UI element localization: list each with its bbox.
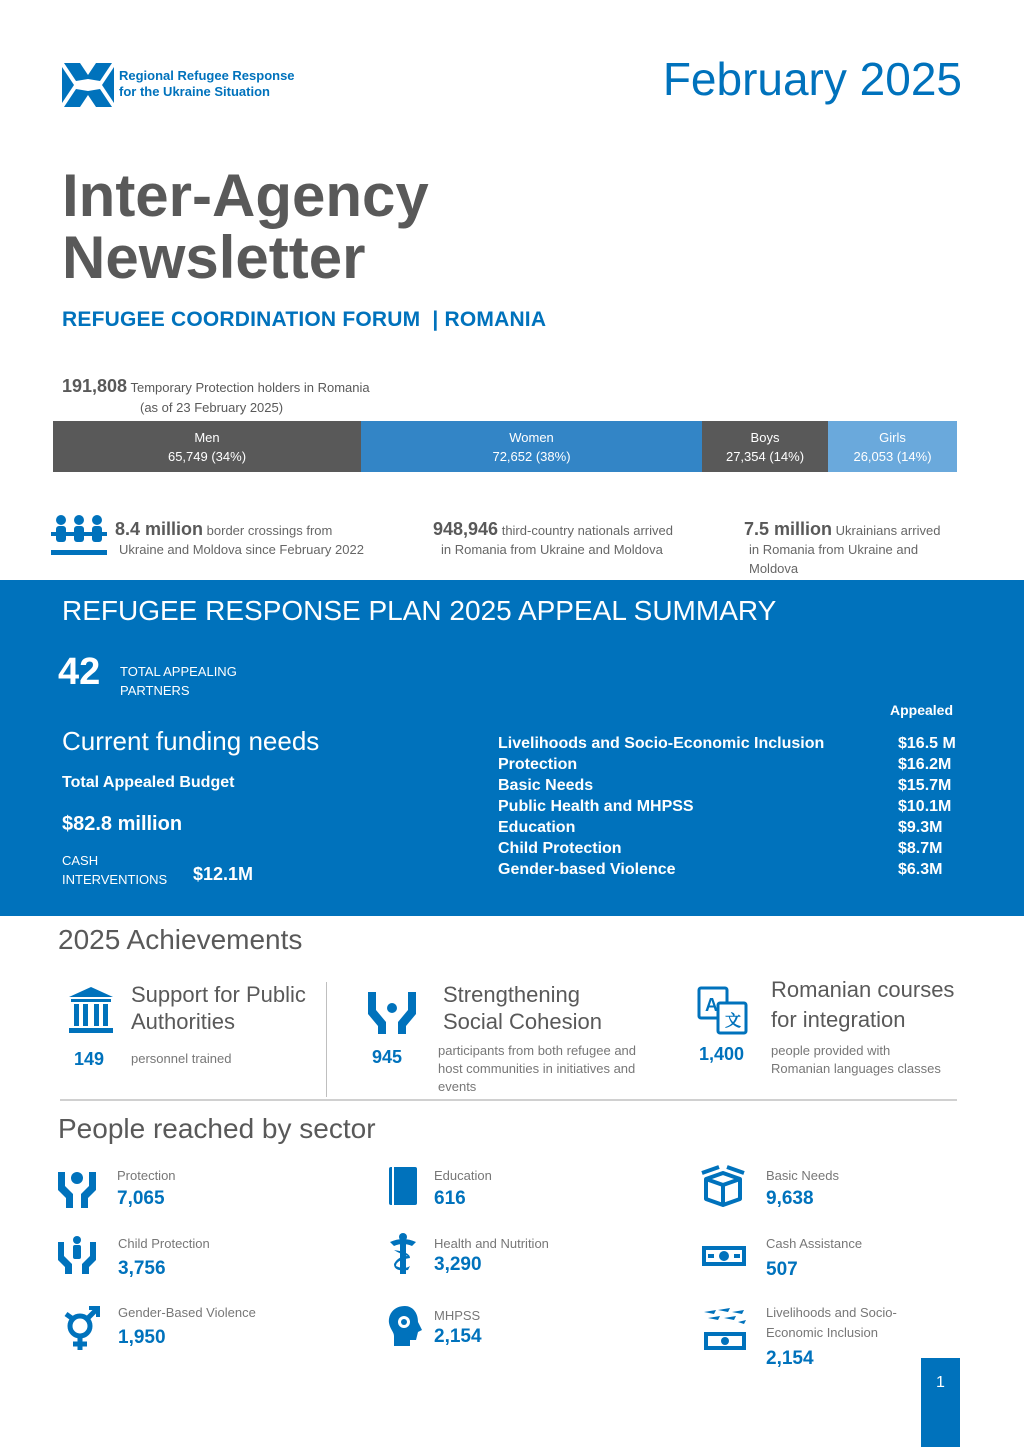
title-line: Support for Public: [131, 982, 306, 1007]
segment-label: Women: [509, 429, 554, 445]
cash-banknote-icon: [700, 1242, 748, 1268]
supporting-hands-icon: [366, 990, 418, 1036]
page-title: [62, 162, 429, 291]
sector-name: Livelihoods and Socio-Economic Inclusion: [498, 735, 825, 752]
bar-segment-men: [53, 421, 361, 472]
section-divider: [60, 1099, 957, 1101]
stat-text: third-country nationals arrived: [501, 523, 673, 538]
sector-name: Basic Needs: [498, 777, 594, 794]
logo-line-1: Regional Refugee Response: [119, 68, 295, 83]
appeal-sector-row: [498, 859, 964, 880]
book-icon: [386, 1165, 420, 1207]
partners-label: [120, 662, 237, 700]
forum-subtitle: REFUGEE COORDINATION FORUM | ROMANIA: [62, 308, 547, 331]
description-line: Romanian languages classes: [771, 1061, 941, 1076]
child-protection-icon: [56, 1234, 98, 1276]
title-line: Authorities: [131, 1009, 235, 1034]
partners-label-line: PARTNERS: [120, 683, 190, 698]
partners-number: 42: [58, 651, 101, 693]
title-line-2: Newsletter: [62, 224, 366, 291]
livelihoods-label: [766, 1303, 897, 1343]
achievements-heading: 2025 Achievements: [58, 924, 303, 955]
achievement-3-title: [771, 975, 954, 1035]
education-label: Education: [434, 1168, 492, 1183]
achievement-2-description: [438, 1042, 636, 1096]
health-label: Health and Nutrition: [434, 1236, 549, 1251]
cash-label-line: INTERVENTIONS: [62, 872, 168, 887]
label-line: Livelihoods and Socio-: [766, 1305, 897, 1320]
tp-count: 191,808: [62, 376, 128, 396]
title-line: Strengthening: [443, 982, 580, 1007]
description-line: participants from both refugee and: [438, 1043, 637, 1058]
gbv-value: 1,950: [118, 1327, 166, 1348]
achievement-1-title: [131, 981, 306, 1035]
government-building-icon: [66, 985, 116, 1035]
appeal-sector-list: [498, 733, 964, 880]
newsletter-date: February 2025: [662, 53, 962, 105]
stat-number: 7.5 million: [744, 519, 833, 539]
tp-date: (as of 23 February 2025): [140, 400, 284, 415]
mhpss-value: 2,154: [434, 1326, 482, 1347]
sector-value: $8.7M: [898, 840, 943, 857]
livelihoods-icon: [702, 1306, 748, 1354]
title-line: for integration: [771, 1007, 906, 1032]
svg-text:文: 文: [725, 1013, 742, 1030]
mental-health-icon: [386, 1304, 424, 1348]
gbv-label: Gender-Based Violence: [118, 1305, 256, 1320]
sector-name: Child Protection: [498, 840, 622, 857]
sector-value: $6.3M: [898, 861, 943, 878]
protection-icon: [56, 1168, 98, 1210]
appealed-column-header: Appealed: [890, 702, 954, 718]
appeal-sector-row: [498, 733, 964, 754]
stat-number: 948,946: [433, 519, 499, 539]
appeal-sector-row: [498, 838, 964, 859]
partners-label-line: TOTAL APPEALING: [120, 664, 237, 679]
stat-text: Ukrainians arrived: [835, 523, 941, 538]
segment-value: 72,652 (38%): [492, 448, 571, 464]
cash-assistance-value: 507: [766, 1259, 798, 1280]
sector-value: $16.2M: [898, 756, 952, 773]
sector-name: Education: [498, 819, 576, 836]
stat-number: 8.4 million: [115, 519, 204, 539]
stat-text: Moldova: [749, 561, 799, 576]
appeal-sector-row: [498, 754, 964, 775]
sector-name: Protection: [498, 756, 578, 773]
segment-label: Boys: [750, 429, 780, 445]
sector-value: $10.1M: [898, 798, 952, 815]
basic-needs-label: Basic Needs: [766, 1168, 839, 1183]
segment-value: 65,749 (34%): [167, 448, 247, 464]
gender-icon: [58, 1304, 100, 1352]
health-value: 3,290: [434, 1254, 482, 1275]
appeal-title: REFUGEE RESPONSE PLAN 2025 APPEAL SUMMARY: [62, 595, 777, 626]
segment-label: Girls: [879, 429, 906, 445]
bar-segment-girls: [828, 421, 957, 472]
stat-text: Ukraine and Moldova since February 2022: [119, 542, 364, 557]
svg-text:A: A: [705, 995, 718, 1015]
people-reached-heading: People reached by sector: [58, 1113, 376, 1144]
sector-value: $15.7M: [898, 777, 952, 794]
title-line: Romanian courses: [771, 977, 955, 1002]
child-protection-label: Child Protection: [118, 1236, 210, 1251]
description-line: events: [438, 1079, 477, 1094]
sector-value: $9.3M: [898, 819, 943, 836]
tp-holders-line: [62, 376, 370, 398]
basic-needs-value: 9,638: [766, 1188, 814, 1209]
demographic-bar: [53, 421, 957, 472]
appeal-sector-row: [498, 775, 964, 796]
appeal-sector-row: [498, 796, 964, 817]
cash-interventions-value: $12.1M: [193, 864, 254, 884]
total-budget-value: $82.8 million: [62, 813, 183, 835]
tp-label: Temporary Protection holders in Romania: [130, 380, 370, 395]
appeal-sector-row: [498, 817, 964, 838]
funding-heading: Current funding needs: [62, 726, 320, 756]
stat-text: border crossings from: [206, 523, 333, 538]
achievement-2-title: [443, 981, 602, 1035]
education-value: 616: [434, 1188, 466, 1209]
mhpss-label: MHPSS: [434, 1308, 481, 1323]
total-budget-label: Total Appealed Budget: [62, 774, 235, 791]
cash-assistance-label: Cash Assistance: [766, 1236, 863, 1251]
segment-value: 27,354 (14%): [725, 448, 805, 464]
unhcr-logo-icon: [60, 57, 116, 113]
bar-segment-women: [361, 421, 702, 472]
divider: [326, 982, 327, 1097]
translation-icon: [696, 985, 750, 1039]
description-line: people provided with: [771, 1043, 891, 1058]
description-line: host communities in initiatives and: [438, 1061, 636, 1076]
segment-value: 26,053 (14%): [853, 448, 932, 464]
stat-text: in Romania from Ukraine and Moldova: [441, 542, 663, 557]
cash-label-line: CASH: [62, 853, 99, 868]
health-caduceus-icon: [386, 1232, 420, 1276]
protection-value: 7,065: [117, 1188, 165, 1209]
sector-name: Gender-based Violence: [498, 861, 676, 878]
achievement-1-number: 149: [74, 1049, 105, 1069]
achievement-1-description: personnel trained: [131, 1051, 232, 1066]
achievement-3-number: 1,400: [699, 1044, 745, 1064]
stat-ukrainians: [744, 520, 984, 578]
sector-value: $16.5 M: [898, 735, 956, 752]
basic-needs-box-icon: [700, 1165, 746, 1209]
protection-label: Protection: [117, 1168, 176, 1183]
sector-name: Public Health and MHPSS: [498, 798, 694, 815]
cash-interventions-label: [62, 851, 167, 889]
segment-label: Men: [194, 429, 220, 445]
label-line: Economic Inclusion: [766, 1325, 878, 1340]
logo-line-2: for the Ukraine Situation: [119, 84, 270, 99]
livelihoods-value: 2,154: [766, 1348, 814, 1369]
achievement-3-description: [771, 1042, 941, 1078]
title-line-1: Inter-Agency: [62, 162, 429, 229]
achievement-2-number: 945: [372, 1047, 403, 1067]
stat-text: in Romania from Ukraine and: [749, 542, 919, 557]
bar-segment-boys: [702, 421, 828, 472]
logo-text: [119, 68, 295, 100]
stat-third-country: [433, 520, 673, 559]
child-protection-value: 3,756: [118, 1258, 166, 1279]
page-number: 1: [921, 1358, 960, 1447]
people-group-icon: [51, 514, 107, 556]
stat-border-crossings: [115, 520, 364, 559]
title-line: Social Cohesion: [443, 1009, 602, 1034]
